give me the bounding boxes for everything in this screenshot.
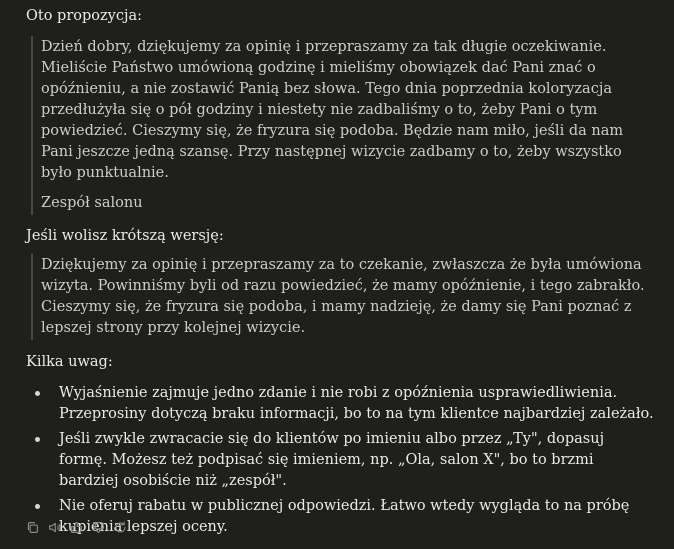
copy-icon — [26, 521, 39, 534]
thumbs-up-icon — [70, 521, 83, 534]
message-actions — [24, 519, 128, 535]
long-reply-signature: Zespół salonu — [41, 195, 143, 211]
long-reply-quote — [31, 36, 656, 215]
bullet-icon — [35, 391, 40, 396]
short-reply-quote — [31, 254, 656, 340]
speaker-icon — [48, 521, 61, 534]
copy-button[interactable] — [24, 519, 40, 535]
note-text: Jeśli zwykle zwracacie się do klientów po imieniu albo przez „Ty", dopasuj formę. Możesz też podpisać się imieniem, np. „Ola, salon X", bo to brzmi bardziej osobiście niż „zespół". — [59, 431, 605, 489]
read-aloud-button[interactable] — [46, 519, 62, 535]
list-item — [26, 429, 656, 492]
thumbs-down-button[interactable] — [90, 519, 106, 535]
thumbs-up-button[interactable] — [68, 519, 84, 535]
short-version-heading: Jeśli wolisz krótszą wersję: — [26, 228, 224, 244]
long-reply-body: Dzień dobry, dziękujemy za opinię i przepraszamy za tak długie oczekiwanie. Mieliście Państwo umówioną godzinę i mieliśmy obowiązek dać Pani znać o opóźnieniu, a nie zostawić Panią bez słowa. Tego dnia poprzednia koloryzacja przedłużyła się o pół godziny i niestety nie zadbaliśmy o to, żeby Pani o tym powiedzieć. Cieszymy się, że fryzura się podoba. Będzie nam miło, jeśli da nam Pani jeszcze jedną szansę. Przy następnej wizycie zadbamy o to, żeby wszystko było punktualnie. — [41, 39, 624, 181]
notes-heading: Kilka uwag: — [26, 354, 113, 370]
bullet-icon — [35, 504, 40, 509]
notes-list — [26, 383, 656, 538]
intro-heading: Oto propozycja: — [26, 8, 142, 24]
assistant-message — [26, 6, 656, 542]
note-text: Wyjaśnienie zajmuje jedno zdanie i nie robi z opóźnienia usprawiedliwienia. Przeprosiny dotyczą braku informacji, bo to na tym klientce najbardziej zależało. — [59, 385, 654, 422]
list-item — [26, 383, 656, 425]
short-reply-body: Dziękujemy za opinię i przepraszamy za to czekanie, zwłaszcza że była umówiona wizyta. Powinniśmy byli od razu powiedzieć, że mamy opóźnienie, i tego zabrakło. Cieszymy się, że fryzura się podoba, i mamy nadzieję, że damy się Pani poznać z lepszej strony przy kolejnej wizycie. — [41, 257, 645, 336]
retry-button[interactable] — [112, 519, 128, 535]
bullet-icon — [35, 437, 40, 442]
thumbs-down-icon — [92, 521, 105, 534]
retry-icon — [114, 521, 127, 534]
note-text: Nie oferuj rabatu w publicznej odpowiedzi. Łatwo wtedy wygląda to na próbę kupienia lepszej oceny. — [59, 498, 630, 535]
